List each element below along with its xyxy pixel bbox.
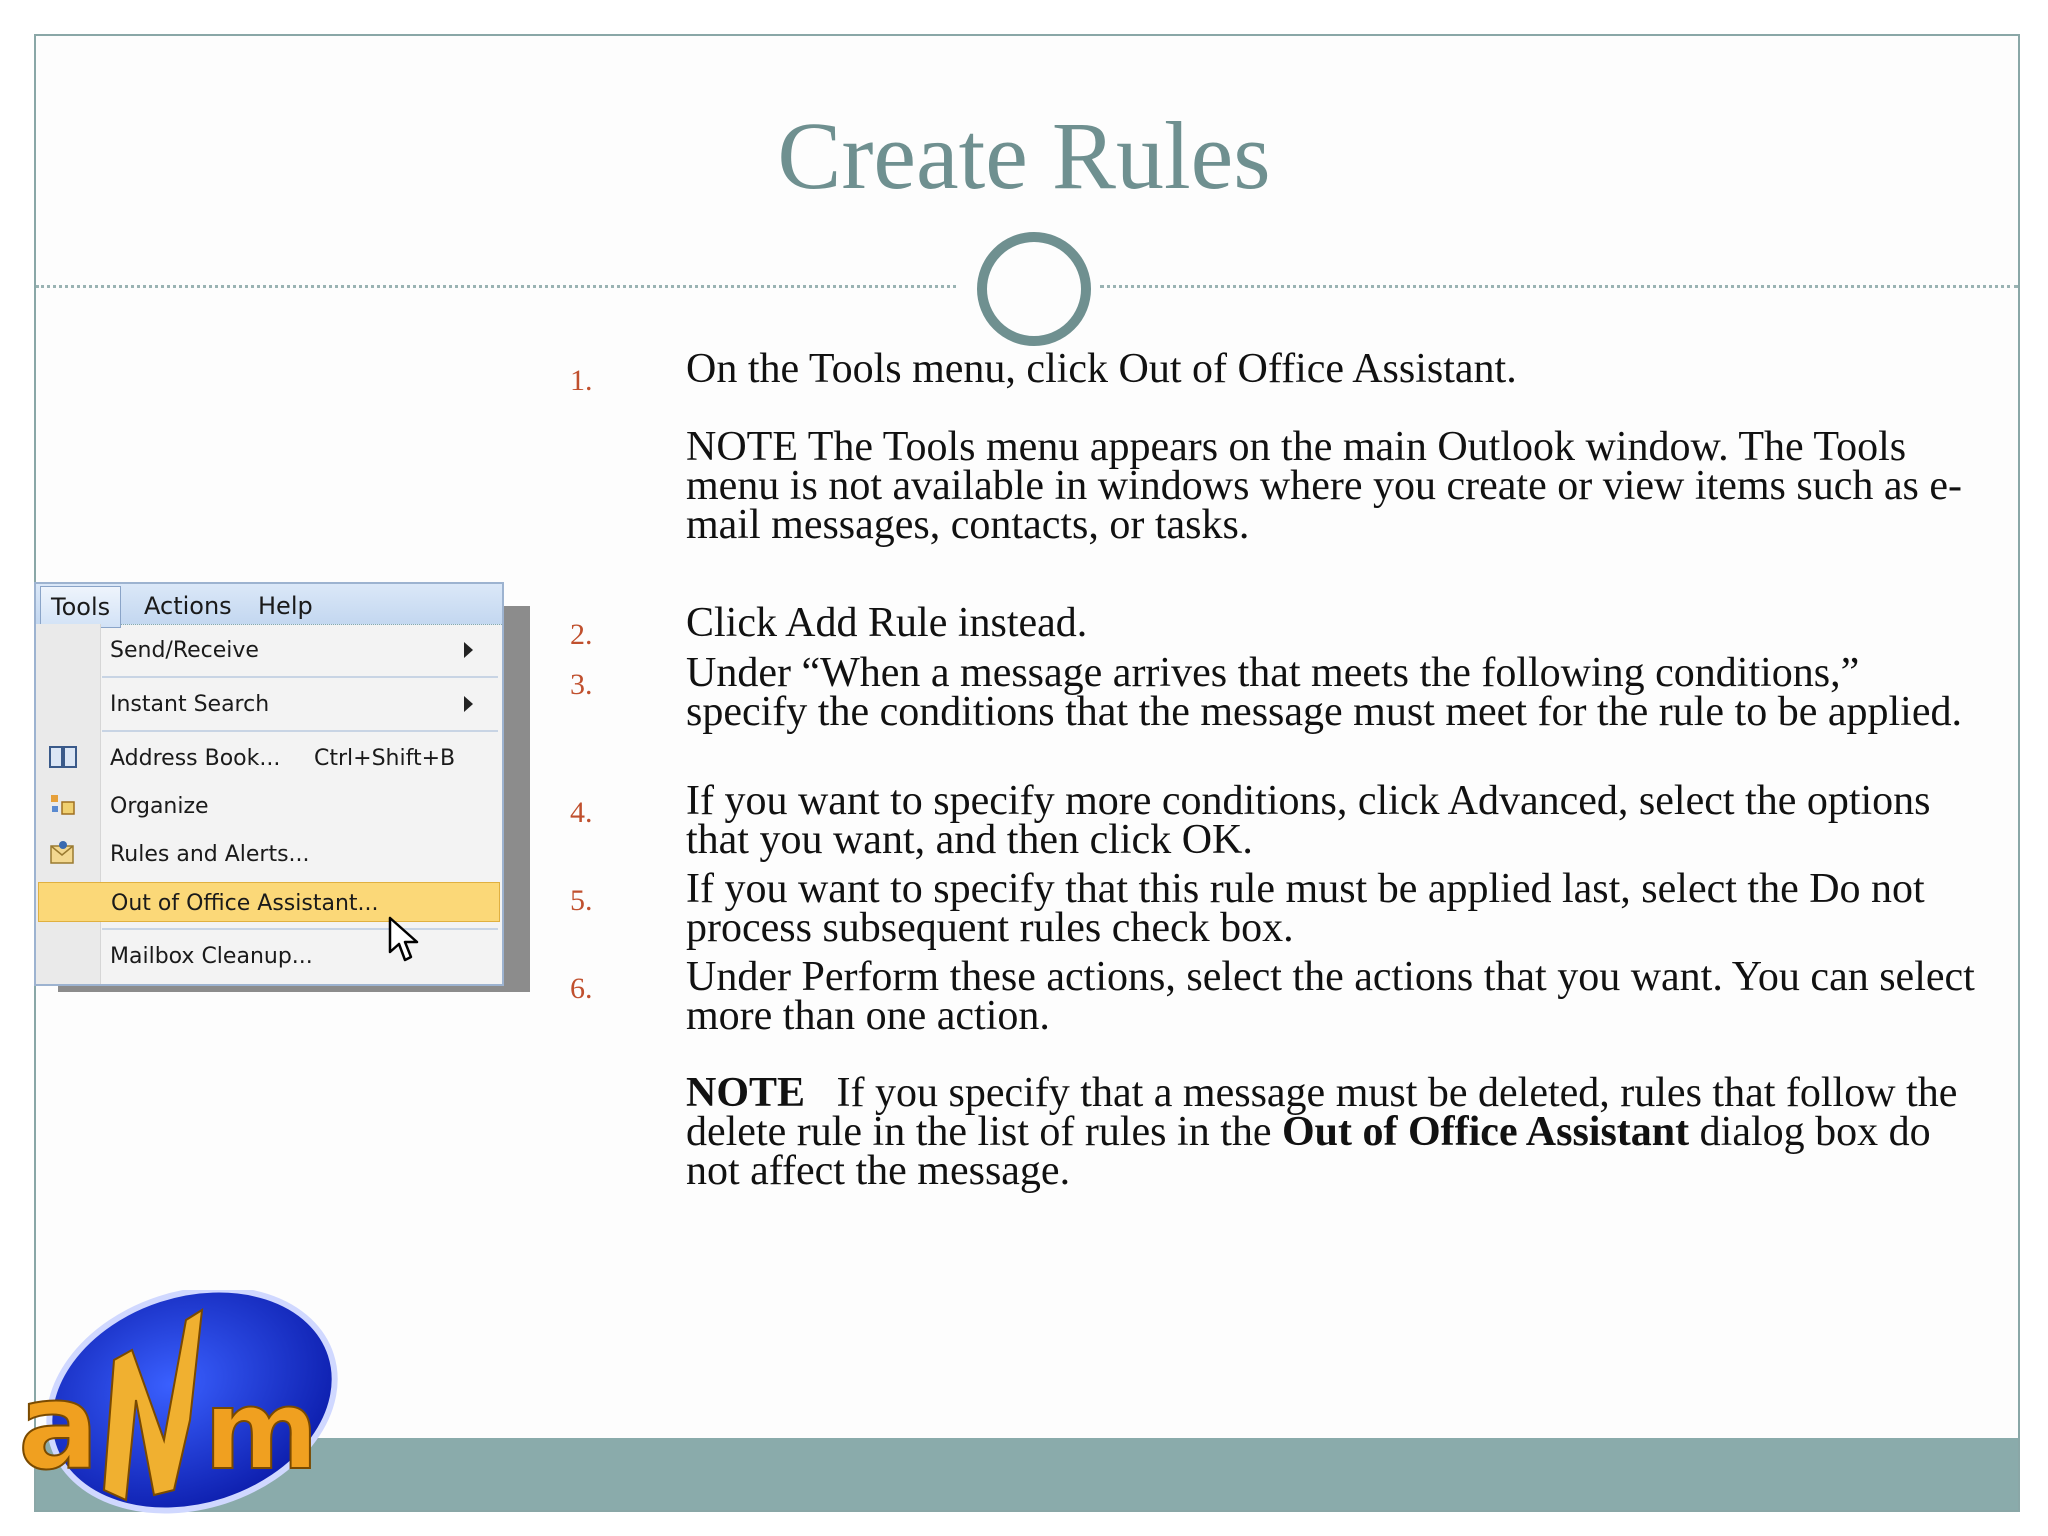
anm-logo [14, 1290, 344, 1532]
step-text: On the Tools menu, click Out of Office Assistant. [686, 346, 1517, 392]
logo-letter-m: m [204, 1366, 319, 1494]
step-number: 1. [570, 364, 593, 397]
menu-item-label: Rules and Alerts... [110, 842, 310, 867]
slide-title: Create Rules [777, 102, 1271, 209]
step-text: Under Perform these actions, select the actions that you want. You can select more than one action. [686, 954, 1975, 1039]
submenu-arrow-icon [464, 642, 473, 658]
step-number: 5. [570, 884, 593, 917]
logo-letter-a: a [18, 1358, 99, 1497]
submenu-arrow-icon [464, 696, 473, 712]
menu-item-mailbox-cleanup[interactable] [38, 936, 500, 976]
step-text: Under “When a message arrives that meets the following conditions,” specify the conditions that the message must meet for the rule to be applied. [686, 650, 1962, 735]
organize-icon [48, 792, 78, 818]
mouse-cursor-icon [388, 916, 420, 964]
step-number: 2. [570, 618, 593, 651]
title-divider-left [36, 285, 956, 288]
note-bold-text: Out of Office Assistant [1282, 1109, 1690, 1155]
step-text: If you want to specify more conditions, click Advanced, select the options that you want, and then click OK. [686, 778, 1931, 863]
tools-menu-screenshot [34, 582, 530, 992]
menu-item-send-receive[interactable] [38, 630, 500, 670]
menu-item-label: Address Book... [110, 746, 281, 771]
menu-item-label: Send/Receive [110, 638, 259, 663]
menu-separator [102, 928, 498, 930]
step-number: 6. [570, 972, 593, 1005]
note-text [686, 1070, 1986, 1194]
menu-item-shortcut: Ctrl+Shift+B [314, 746, 456, 771]
note-text-part: dialog box do not affect the message. [686, 1109, 1931, 1194]
menu-bar-help[interactable]: Help [258, 592, 313, 620]
step-text: Click Add Rule instead. [686, 600, 1088, 646]
address-book-icon [48, 744, 78, 770]
menu-item-out-of-office-assistant[interactable] [38, 882, 500, 922]
step-text: If you want to specify that this rule must be applied last, select the Do not process subsequent rules check box. [686, 866, 1925, 951]
menu-item-label: Organize [110, 794, 209, 819]
menu-bar-tools[interactable]: Tools [40, 586, 121, 628]
menu-item-rules-and-alerts[interactable] [38, 834, 500, 874]
rules-icon [48, 840, 78, 866]
menu-item-label: Out of Office Assistant... [111, 891, 379, 916]
menu-item-instant-search[interactable] [38, 684, 500, 724]
menu-bar-actions[interactable]: Actions [144, 592, 232, 620]
tools-menu [34, 582, 504, 986]
step-number: 3. [570, 668, 593, 701]
menu-item-label: Mailbox Cleanup... [110, 944, 313, 969]
title-circle-ornament [977, 232, 1091, 346]
menu-separator [102, 730, 498, 732]
title-divider-right [1100, 285, 2018, 288]
menu-item-label: Instant Search [110, 692, 270, 717]
step-number: 4. [570, 796, 593, 829]
menu-item-organize[interactable] [38, 786, 500, 826]
note-text-part: If you specify that a message must be deleted, rules that follow the delete rule in the list of rules in the [686, 1070, 1968, 1155]
menu-bar [36, 584, 502, 625]
menu-separator [102, 676, 498, 678]
menu-item-address-book[interactable] [38, 738, 500, 778]
note-text: NOTE The Tools menu appears on the main Outlook window. The Tools menu is not available in windows where you create or view items such as e-mail messages, contacts, or tasks. [686, 424, 1962, 548]
note-label: NOTE [686, 1070, 806, 1116]
